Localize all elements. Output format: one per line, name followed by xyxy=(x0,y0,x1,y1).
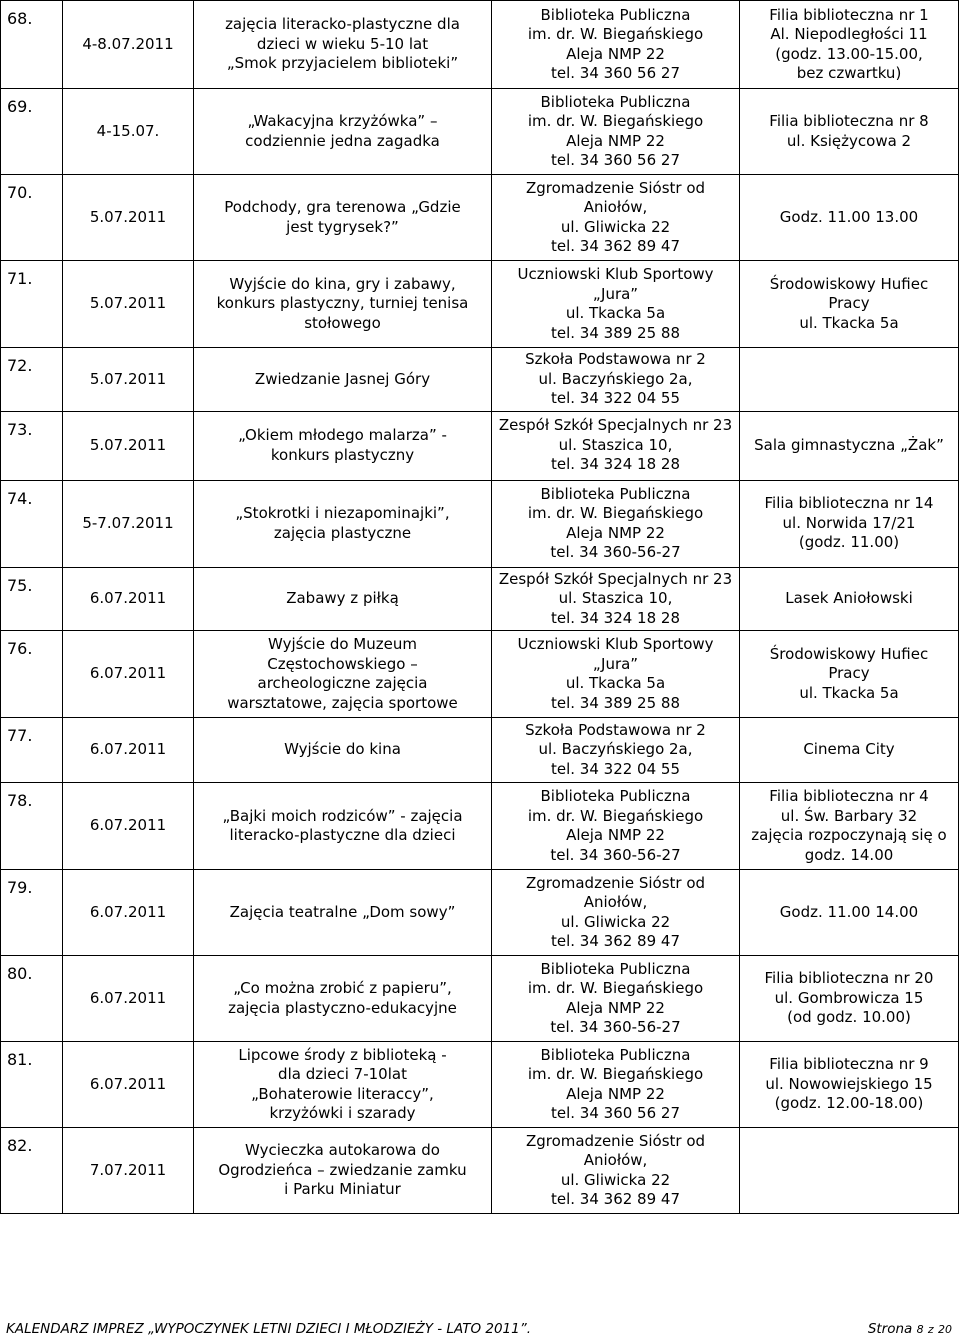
organizer-line: Uczniowski Klub Sportowy xyxy=(517,635,714,653)
organizer-line: Aniołów, xyxy=(583,1151,648,1169)
table-row xyxy=(1,1128,959,1214)
venue-line: ul. Księżycowa 2 xyxy=(786,131,912,150)
organizer-line: tel. 34 360-56-27 xyxy=(550,543,681,561)
organizer-line: tel. 34 322 04 55 xyxy=(550,759,680,778)
organizer-line: ul. Baczyńskiego 2a, xyxy=(538,740,693,759)
event-title-line: „Bajki moich rodziców” - zajęcia xyxy=(222,806,463,825)
organizer-line: Zespół Szkół Specjalnych nr 23 xyxy=(498,416,733,435)
event-date: 6.07.2011 xyxy=(63,956,194,1042)
row-number: 73. xyxy=(1,411,63,480)
event-title-cell xyxy=(194,1128,492,1214)
venue-line: (godz. 13.00-15.00, xyxy=(775,44,923,63)
venue-cell xyxy=(740,870,959,956)
venue-line: Filia biblioteczna nr 1 xyxy=(769,5,929,24)
table-row xyxy=(1,567,959,631)
venue-cell xyxy=(740,783,959,870)
organizer-line: ul. Staszica 10, xyxy=(558,589,673,607)
organizer-line: Zgromadzenie Sióstr od xyxy=(525,178,706,197)
organizer-cell xyxy=(492,956,740,1042)
venue-line: Filia biblioteczna nr 4 xyxy=(769,787,929,805)
event-date: 5.07.2011 xyxy=(63,411,194,480)
venue-line: Godz. 11.00 13.00 xyxy=(779,207,919,226)
venue-line: (godz. 11.00) xyxy=(798,533,900,552)
organizer-cell xyxy=(492,1128,740,1214)
organizer-cell xyxy=(492,480,740,567)
event-title-line: Częstochowskiego – xyxy=(267,654,418,673)
organizer-cell xyxy=(492,718,740,783)
row-number: 79. xyxy=(1,870,63,956)
organizer-cell xyxy=(492,1,740,89)
venue-line: ul. Św. Barbary 32 xyxy=(780,806,918,825)
table-row xyxy=(1,261,959,348)
page-label: Strona xyxy=(867,1321,913,1337)
organizer-line: Aleja NMP 22 xyxy=(566,1084,665,1103)
organizer-line: tel. 34 324 18 28 xyxy=(550,455,680,474)
organizer-line: Aleja NMP 22 xyxy=(566,131,665,150)
venue-cell xyxy=(740,718,959,783)
row-number: 78. xyxy=(1,783,63,870)
event-title-cell xyxy=(194,480,492,567)
organizer-line: Aleja NMP 22 xyxy=(566,826,665,844)
venue-line: (godz. 12.00-18.00) xyxy=(774,1094,924,1113)
event-title-line: codziennie jedna zagadka xyxy=(245,131,440,150)
row-number: 82. xyxy=(1,1128,63,1214)
organizer-line: im. dr. W. Biegańskiego xyxy=(527,112,704,130)
event-title-line: i Parku Miniatur xyxy=(284,1180,401,1199)
organizer-line: Aniołów, xyxy=(583,893,648,911)
venue-line: Lasek Aniołowski xyxy=(785,589,913,607)
venue-line: godz. 14.00 xyxy=(804,845,894,864)
venue-line: Filia biblioteczna nr 8 xyxy=(769,112,929,130)
organizer-line: tel. 34 362 89 47 xyxy=(550,1190,680,1208)
event-title-line: Zajęcia teatralne „Dom sowy” xyxy=(229,902,456,921)
table-row xyxy=(1,480,959,567)
row-number: 71. xyxy=(1,261,63,348)
venue-line: Filia biblioteczna nr 9 xyxy=(769,1055,929,1074)
event-title-line: Ogrodzieńca – zwiedzanie zamku xyxy=(218,1160,467,1179)
organizer-line: Szkoła Podstawowa nr 2 xyxy=(525,720,706,739)
event-date: 6.07.2011 xyxy=(63,718,194,783)
venue-line: ul. Tkacka 5a xyxy=(799,313,899,332)
table-row xyxy=(1,175,959,261)
event-title-line: dzieci w wieku 5-10 lat xyxy=(256,34,429,53)
event-date: 4-8.07.2011 xyxy=(63,1,194,89)
event-title-line: „Okiem młodego malarza” - xyxy=(238,426,447,444)
organizer-cell xyxy=(492,1042,740,1128)
organizer-line: im. dr. W. Biegańskiego xyxy=(527,504,704,522)
row-number: 70. xyxy=(1,175,63,261)
event-title-line: warsztatowe, zajęcia sportowe xyxy=(227,693,458,712)
event-title-cell xyxy=(194,348,492,412)
organizer-line: ul. Gliwicka 22 xyxy=(560,1170,671,1189)
venue-cell xyxy=(740,631,959,718)
venue-line: ul. Tkacka 5a xyxy=(799,683,899,702)
organizer-cell xyxy=(492,411,740,480)
organizer-line: tel. 34 360 56 27 xyxy=(550,1104,680,1122)
venue-line: Pracy xyxy=(828,294,870,313)
event-title-line: zajęcia plastyczne xyxy=(273,523,412,542)
event-title-line: konkurs plastyczny, turniej tenisa xyxy=(216,294,469,313)
venue-line: ul. Gombrowicza 15 xyxy=(774,988,924,1007)
event-title-line: „Smok przyjacielem biblioteki” xyxy=(226,54,459,73)
event-title-cell xyxy=(194,89,492,175)
row-number: 68. xyxy=(1,1,63,89)
organizer-line: tel. 34 389 25 88 xyxy=(550,693,680,712)
event-title-line: stołowego xyxy=(304,313,381,332)
organizer-line: Aleja NMP 22 xyxy=(566,523,665,542)
venue-line: (od godz. 10.00) xyxy=(787,1008,911,1027)
table-row xyxy=(1,956,959,1042)
organizer-line: tel. 34 322 04 55 xyxy=(550,389,680,407)
organizer-line: Aleja NMP 22 xyxy=(566,998,665,1017)
event-title-cell xyxy=(194,411,492,480)
venue-line: Al. Niepodległości 11 xyxy=(770,25,928,43)
organizer-line: Zespół Szkół Specjalnych nr 23 xyxy=(498,569,733,588)
venue-line: Filia biblioteczna nr 20 xyxy=(764,969,934,988)
event-date: 5.07.2011 xyxy=(63,261,194,348)
table-row xyxy=(1,348,959,412)
organizer-line: Uczniowski Klub Sportowy xyxy=(517,265,714,283)
table-row xyxy=(1,411,959,480)
organizer-line: tel. 34 389 25 88 xyxy=(550,323,680,342)
organizer-line: ul. Tkacka 5a xyxy=(565,674,666,692)
event-title-cell xyxy=(194,631,492,718)
footer-title: KALENDARZ IMPREZ „WYPOCZYNEK LETNI DZIECI I MŁODZIEŻY - LATO 2011”. xyxy=(6,1321,531,1337)
organizer-line: tel. 34 324 18 28 xyxy=(550,608,680,627)
row-number: 81. xyxy=(1,1042,63,1128)
organizer-line: ul. Staszica 10, xyxy=(558,435,673,454)
organizer-line: tel. 34 362 89 47 xyxy=(550,932,680,950)
event-title-line: dla dzieci 7-10lat xyxy=(278,1065,407,1083)
event-title-line: Wyjście do kina xyxy=(284,740,401,759)
event-title-line: „Co można zrobić z papieru”, xyxy=(233,979,452,997)
organizer-line: im. dr. W. Biegańskiego xyxy=(527,25,704,43)
organizer-line: Biblioteka Publiczna xyxy=(540,92,691,111)
table-row xyxy=(1,631,959,718)
table-row xyxy=(1,89,959,175)
venue-line: Cinema City xyxy=(803,740,895,759)
venue-line: zajęcia rozpoczynają się o xyxy=(751,826,947,844)
organizer-cell xyxy=(492,261,740,348)
organizer-line: tel. 34 360 56 27 xyxy=(550,151,680,169)
organizer-cell xyxy=(492,783,740,870)
organizer-line: tel. 34 360-56-27 xyxy=(550,845,681,864)
event-date: 6.07.2011 xyxy=(63,631,194,718)
organizer-cell xyxy=(492,870,740,956)
event-title-line: Podchody, gra terenowa „Gdzie xyxy=(224,198,461,216)
organizer-line: „Jura” xyxy=(592,284,639,303)
organizer-line: „Jura” xyxy=(592,654,639,673)
event-title-line: Zabawy z piłką xyxy=(286,589,399,607)
page-current: 8 xyxy=(916,1323,924,1336)
venue-cell xyxy=(740,1128,959,1214)
event-title-cell xyxy=(194,718,492,783)
venue-line: Pracy xyxy=(828,664,870,683)
organizer-line: Aleja NMP 22 xyxy=(566,44,665,63)
event-date: 7.07.2011 xyxy=(63,1128,194,1214)
organizer-line: ul. Baczyńskiego 2a, xyxy=(538,369,693,388)
table-row xyxy=(1,1042,959,1128)
venue-line: Środowiskowy Hufiec xyxy=(769,274,929,293)
row-number: 77. xyxy=(1,718,63,783)
organizer-line: Aniołów, xyxy=(583,198,648,216)
event-title-line: zajęcia literacko-plastyczne dla xyxy=(225,15,460,34)
organizer-line: tel. 34 360-56-27 xyxy=(550,1018,681,1036)
venue-cell xyxy=(740,480,959,567)
organizer-line: im. dr. W. Biegańskiego xyxy=(527,1065,704,1083)
event-title-line: zajęcia plastyczno-edukacyjne xyxy=(228,998,457,1017)
event-title-line: Wycieczka autokarowa do xyxy=(245,1141,440,1160)
event-title-line: jest tygrysek?” xyxy=(286,217,399,236)
organizer-line: im. dr. W. Biegańskiego xyxy=(527,806,704,825)
organizer-line: tel. 34 362 89 47 xyxy=(550,237,680,255)
event-title-line: Wyjście do Muzeum xyxy=(268,635,417,653)
venue-line: bez czwartku) xyxy=(796,64,902,82)
table-row xyxy=(1,870,959,956)
event-title-line: Wyjście do kina, gry i zabawy, xyxy=(229,274,456,293)
event-title-cell xyxy=(194,1,492,89)
row-number: 74. xyxy=(1,480,63,567)
organizer-cell xyxy=(492,348,740,412)
event-date: 6.07.2011 xyxy=(63,870,194,956)
event-date: 6.07.2011 xyxy=(63,567,194,631)
venue-line: ul. Nowowiejskiego 15 xyxy=(765,1074,933,1093)
venue-cell xyxy=(740,261,959,348)
event-title-cell xyxy=(194,956,492,1042)
organizer-cell xyxy=(492,175,740,261)
venue-line: Sala gimnastyczna „Żak” xyxy=(754,435,944,454)
event-title-line: konkurs plastyczny xyxy=(270,445,415,464)
event-title-line: Lipcowe środy z biblioteką - xyxy=(238,1045,447,1064)
venue-cell xyxy=(740,175,959,261)
event-title-cell xyxy=(194,175,492,261)
event-date: 4-15.07. xyxy=(63,89,194,175)
page-total: 20 xyxy=(938,1323,952,1336)
table-row xyxy=(1,718,959,783)
page-number xyxy=(868,1321,952,1337)
event-title-cell xyxy=(194,567,492,631)
organizer-line: im. dr. W. Biegańskiego xyxy=(527,979,704,997)
event-date: 5-7.07.2011 xyxy=(63,480,194,567)
row-number: 76. xyxy=(1,631,63,718)
events-table-body xyxy=(1,1,959,1214)
event-title-cell xyxy=(194,870,492,956)
organizer-line: Biblioteka Publiczna xyxy=(540,959,691,978)
organizer-line: tel. 34 360 56 27 xyxy=(550,64,680,82)
row-number: 69. xyxy=(1,89,63,175)
venue-line: Filia biblioteczna nr 14 xyxy=(764,494,934,513)
event-date: 5.07.2011 xyxy=(63,175,194,261)
venue-cell xyxy=(740,1042,959,1128)
organizer-line: Biblioteka Publiczna xyxy=(540,5,691,24)
event-title-cell xyxy=(194,261,492,348)
event-date: 5.07.2011 xyxy=(63,348,194,412)
row-number: 80. xyxy=(1,956,63,1042)
event-date: 6.07.2011 xyxy=(63,1042,194,1128)
organizer-cell xyxy=(492,567,740,631)
venue-line: Godz. 11.00 14.00 xyxy=(779,902,919,921)
row-number: 72. xyxy=(1,348,63,412)
event-date: 6.07.2011 xyxy=(63,783,194,870)
event-title-line: literacko-plastyczne dla dzieci xyxy=(229,826,456,844)
event-title-line: Zwiedzanie Jasnej Góry xyxy=(254,369,431,388)
venue-cell xyxy=(740,411,959,480)
organizer-line: Biblioteka Publiczna xyxy=(540,1045,691,1064)
event-title-line: „Bohaterowie literaccy”, xyxy=(251,1084,434,1103)
organizer-line: Zgromadzenie Sióstr od xyxy=(525,873,706,892)
row-number: 75. xyxy=(1,567,63,631)
organizer-line: Zgromadzenie Sióstr od xyxy=(525,1131,706,1150)
venue-cell xyxy=(740,956,959,1042)
event-title-cell xyxy=(194,783,492,870)
venue-cell xyxy=(740,348,959,412)
venue-cell xyxy=(740,567,959,631)
event-title-line: „Wakacyjna krzyżówka” – xyxy=(247,112,438,130)
page-footer xyxy=(6,1319,952,1339)
organizer-line: ul. Tkacka 5a xyxy=(565,304,666,322)
organizer-line: ul. Gliwicka 22 xyxy=(560,217,671,236)
organizer-cell xyxy=(492,631,740,718)
organizer-line: Biblioteka Publiczna xyxy=(540,484,691,503)
table-row xyxy=(1,783,959,870)
venue-cell xyxy=(740,89,959,175)
event-title-line: „Stokrotki i niezapominajki”, xyxy=(235,504,450,522)
event-title-line: krzyżówki i szarady xyxy=(269,1104,416,1122)
venue-line: Środowiskowy Hufiec xyxy=(769,644,929,663)
organizer-line: Szkoła Podstawowa nr 2 xyxy=(525,350,706,368)
organizer-line: Biblioteka Publiczna xyxy=(540,787,691,805)
venue-line: ul. Norwida 17/21 xyxy=(782,513,916,532)
organizer-cell xyxy=(492,89,740,175)
table-row xyxy=(1,1,959,89)
venue-cell xyxy=(740,1,959,89)
page-separator: z xyxy=(927,1323,934,1336)
organizer-line: ul. Gliwicka 22 xyxy=(560,912,671,931)
event-title-line: archeologiczne zajęcia xyxy=(257,674,428,692)
event-title-cell xyxy=(194,1042,492,1128)
